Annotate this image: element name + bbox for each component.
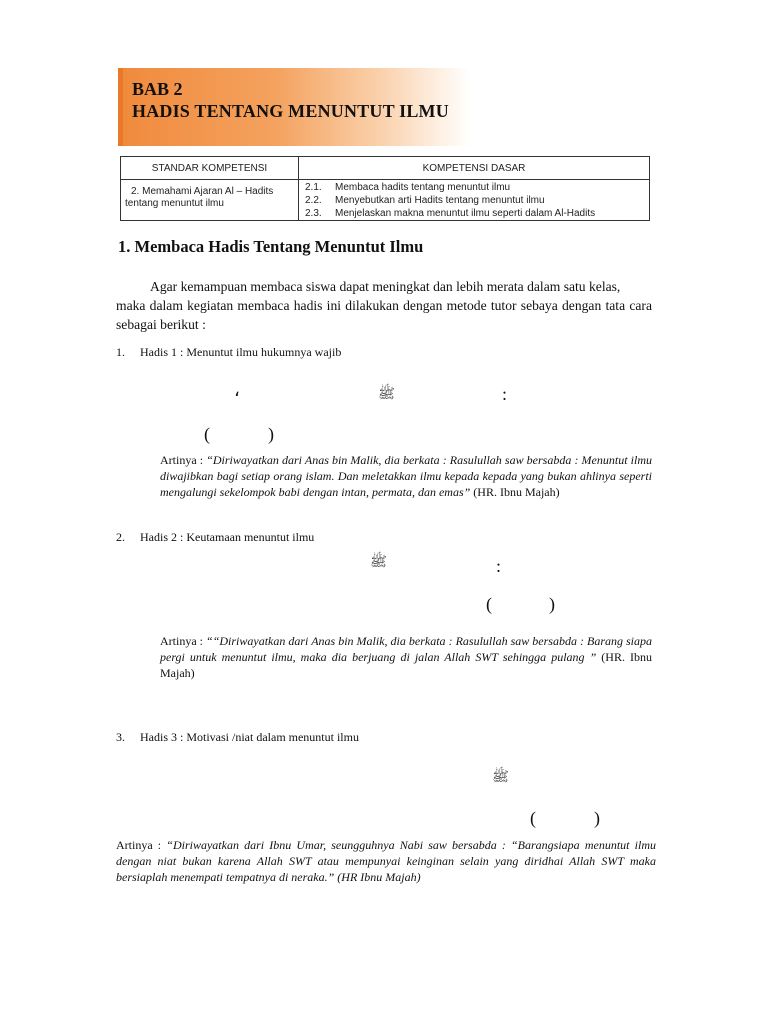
paren-close: ) — [549, 594, 555, 614]
basic-header: KOMPETENSI DASAR — [299, 157, 650, 180]
arabic-comma: ، — [234, 380, 240, 400]
basic-cell — [299, 180, 650, 221]
standard-line: 2. Memahami Ajaran Al – Hadits — [131, 186, 274, 197]
competency-table — [120, 156, 650, 221]
hadis-translation: Artinya : “Diriwayatkan dari Anas bin Malik, dia berkata : Rasulullah saw bersabda : Menuntut ilmu diwajibkan bagi setiap orang islam. Dan meletakkan ilmu kepada kepada yang bukan ahlinya seperti mengalungi sekelompok babi dengan intan, permata, dan emas” (HR. Ibnu Majah) — [160, 453, 652, 499]
standard-cell — [121, 180, 299, 221]
basic-item: 2.3. Menjelaskan makna menuntut ilmu seperti dalam Al-Hadits — [305, 208, 596, 219]
saw-calligraphy-icon: ﷺ — [378, 387, 395, 402]
saw-calligraphy-icon: ﷺ — [370, 555, 387, 570]
paren-close: ) — [594, 808, 600, 828]
section-heading: 1. Membaca Hadis Tentang Menuntut Ilmu — [118, 237, 424, 256]
hadis-label: 1. Hadis 1 : Menuntut ilmu hukumnya wajib — [116, 345, 342, 359]
intro-line: maka dalam kegiatan membaca hadis ini dilakukan dengan metode tutor sebaya dengan tata cara sebagai berikut : — [116, 298, 652, 332]
saw-calligraphy-icon: ﷺ — [492, 770, 509, 785]
paren-open: ( — [204, 424, 210, 444]
intro-paragraph — [116, 277, 652, 334]
chapter-title: HADIS TENTANG MENUNTUT ILMU — [132, 101, 449, 121]
arabic-colon: : — [496, 556, 502, 576]
basic-item: 2.2. Menyebutkan arti Hadits tentang menuntut ilmu — [305, 195, 545, 206]
standard-header: STANDAR KOMPETENSI — [121, 157, 299, 180]
hadis-label: 3. Hadis 3 : Motivasi /niat dalam menuntut ilmu — [116, 730, 359, 744]
chapter-number: BAB 2 — [132, 79, 183, 99]
hadis-label: 2. Hadis 2 : Keutamaan menuntut ilmu — [116, 530, 315, 544]
paren-open: ( — [530, 808, 536, 828]
banner-accent — [118, 68, 123, 146]
basic-item: 2.1. Membaca hadits tentang menuntut ilmu — [305, 182, 511, 193]
hadis-translation: Artinya : “Diriwayatkan dari Ibnu Umar, seungguhnya Nabi saw bersabda : “Barangsiapa menuntut ilmu dengan niat bukan karena Allah SWT atau mempunyai keinginan selain yang diridhai Allah SWT maka bersiaplah menempati tempatnya di neraka.” (HR Ibnu Majah) — [116, 838, 656, 884]
standard-line: tentang menuntut ilmu — [125, 198, 224, 209]
arabic-colon: : — [502, 384, 508, 404]
intro-line: Agar kemampuan membaca siswa dapat meningkat dan lebih merata dalam satu kelas, — [150, 279, 621, 294]
hadis-translation: Artinya : ““Diriwayatkan dari Anas bin Malik, dia berkata : Rasulullah saw bersabda : Barang siapa pergi untuk menuntut ilmu, maka dia berjuang di jalan Allah SWT sehingga pulang ” (HR. Ibnu Majah) — [160, 634, 653, 680]
paren-close: ) — [268, 424, 274, 444]
paren-open: ( — [486, 594, 492, 614]
